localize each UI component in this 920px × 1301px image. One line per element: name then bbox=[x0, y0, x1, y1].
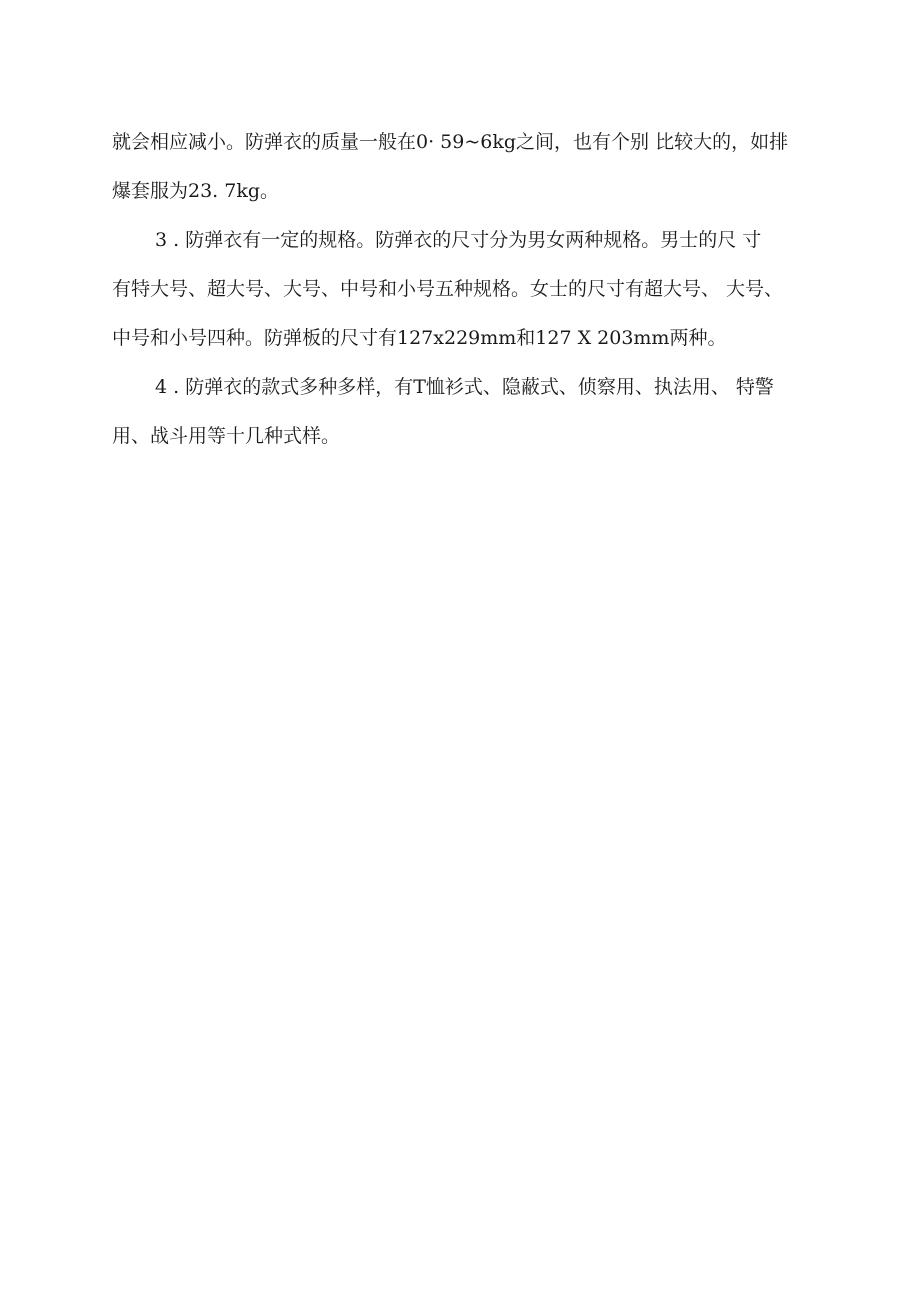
paragraph-weight bbox=[112, 118, 832, 216]
text-line: 用、战斗用等十几种式样。 bbox=[112, 425, 341, 447]
text-line: 有特大号、超大号、大号、中号和小号五种规格。女士的尺寸有超大号、 大号、 bbox=[112, 278, 784, 300]
text-line: 3 . 防弹衣有一定的规格。防弹衣的尺寸分为男女两种规格。男士的尺 寸 bbox=[155, 229, 762, 251]
paragraph-styles bbox=[112, 363, 832, 461]
text-line: 中号和小号四种。防弹板的尺寸有127x229mm和127 X 203mm两种。 bbox=[112, 327, 727, 349]
text-line: 4 . 防弹衣的款式多种多样，有T恤衫式、隐蔽式、侦察用、执法用、 特警 bbox=[155, 376, 774, 398]
text-line: 爆套服为23. 7kg。 bbox=[112, 180, 280, 202]
text-line: 就会相应减小。防弹衣的质量一般在0· 59~6kg之间，也有个别 比较大的，如排 bbox=[112, 131, 789, 153]
paragraph-sizes bbox=[112, 216, 832, 363]
document-body bbox=[112, 118, 832, 461]
